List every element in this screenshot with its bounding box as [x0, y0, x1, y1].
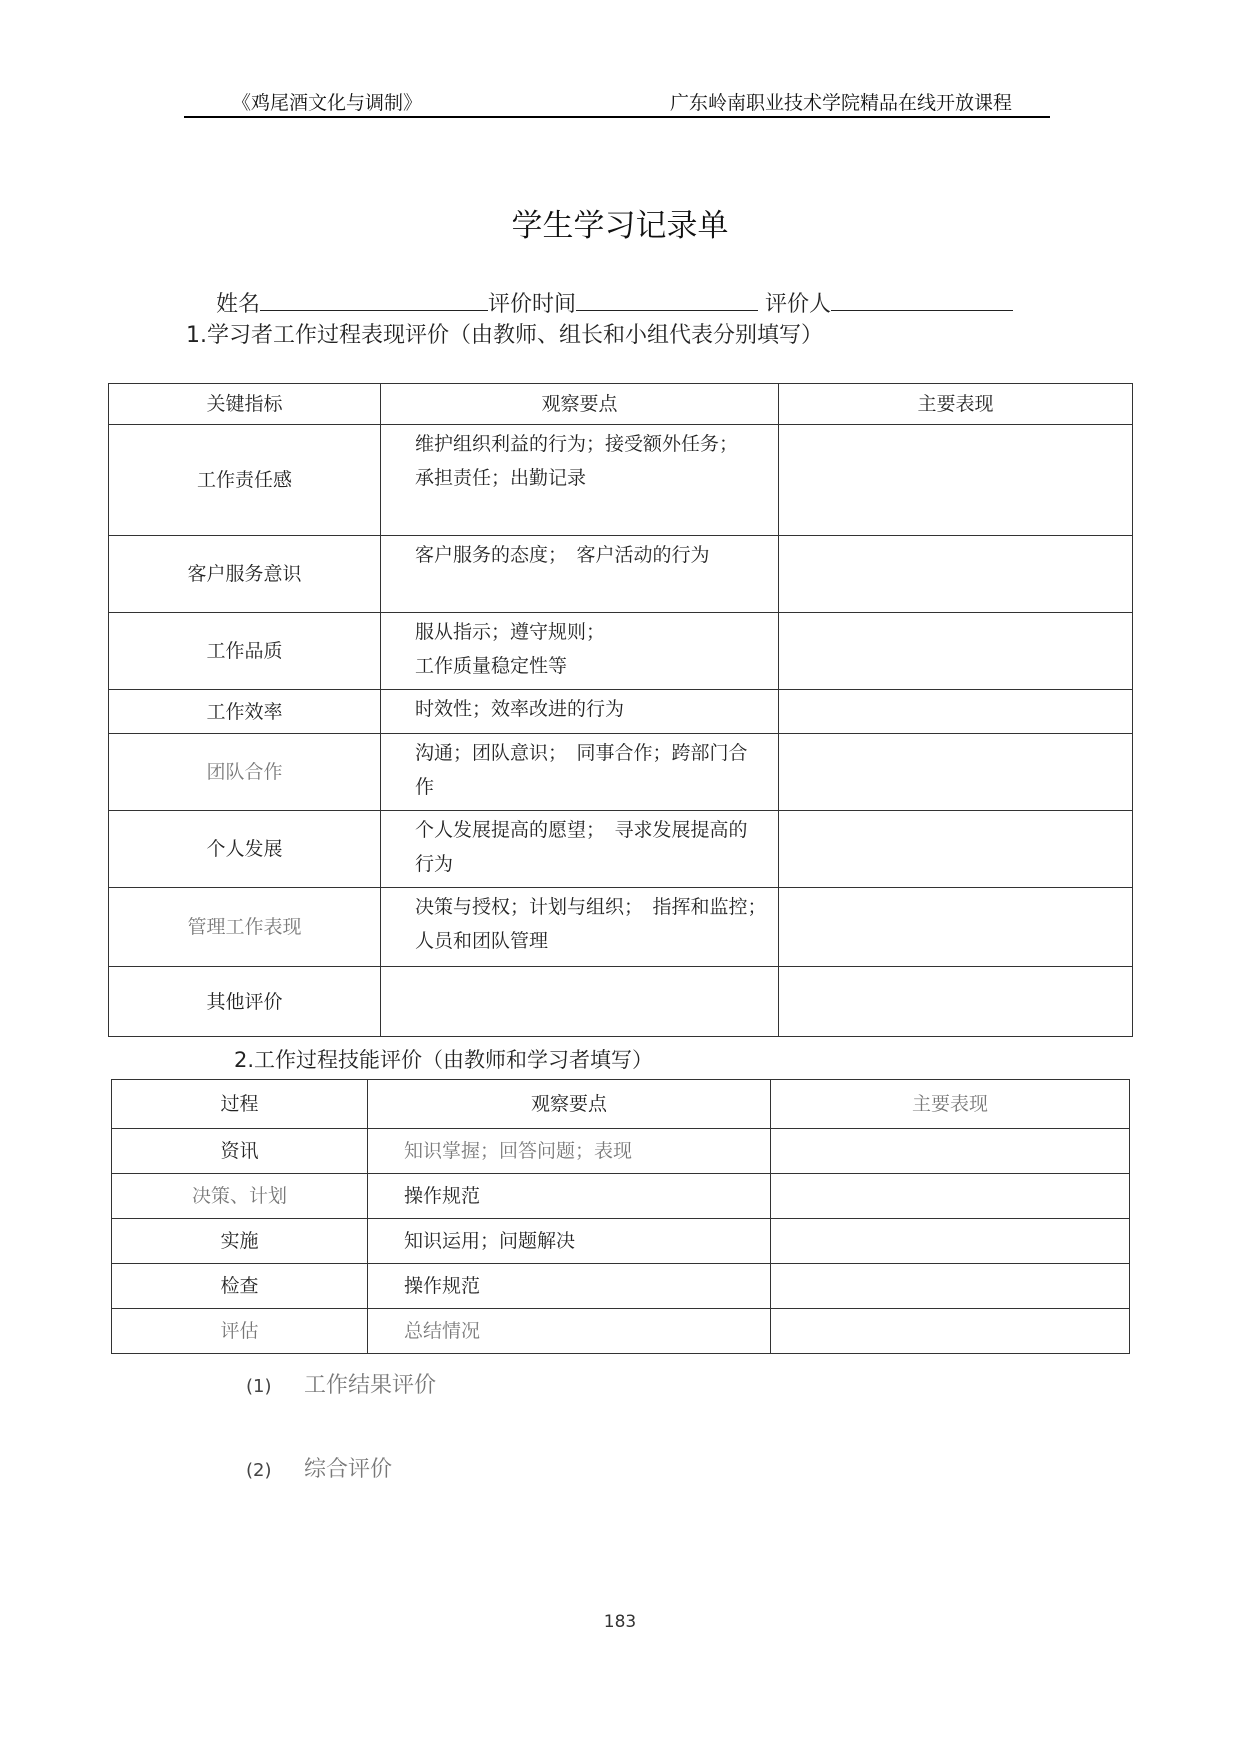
- key-indicator: 个人发展: [109, 811, 381, 888]
- evaluator-label: 评价人: [765, 292, 832, 317]
- sub-item-overall: [246, 1452, 392, 1483]
- obs-line: 客户服务的态度； 客户活动的行为: [415, 544, 710, 566]
- table-row: [109, 425, 1133, 536]
- performance-cell[interactable]: [779, 425, 1133, 536]
- time-label: 评价时间: [488, 292, 577, 317]
- obs-line: 服从指示；遵守规则；: [415, 621, 606, 643]
- observation-points: 知识掌握；回答问题；表现: [368, 1129, 771, 1174]
- performance-cell[interactable]: [779, 811, 1133, 888]
- table-row: [109, 811, 1133, 888]
- name-blank[interactable]: [260, 288, 488, 311]
- table-row: [109, 888, 1133, 967]
- key-indicator: 工作效率: [109, 690, 381, 734]
- process-performance-table: [108, 383, 1133, 1037]
- key-indicator: 客户服务意识: [109, 536, 381, 613]
- performance-cell[interactable]: [779, 613, 1133, 690]
- process-step: 决策、计划: [112, 1174, 368, 1219]
- obs-line: 行为: [415, 853, 454, 875]
- performance-cell[interactable]: [771, 1264, 1130, 1309]
- performance-cell[interactable]: [779, 536, 1133, 613]
- section1-title: 1.学习者工作过程表现评价（由教师、组长和小组代表分别填写）: [186, 323, 823, 348]
- performance-cell[interactable]: [771, 1129, 1130, 1174]
- table-row: [109, 613, 1133, 690]
- col-header-perf: 主要表现: [771, 1080, 1130, 1129]
- table-row: [112, 1129, 1130, 1174]
- info-fields: [216, 287, 1013, 318]
- sub-item-label: 综合评价: [304, 1457, 393, 1482]
- observation-points: 操作规范: [368, 1174, 771, 1219]
- process-skills-table: [111, 1079, 1130, 1354]
- obs-line: 决策与授权；计划与组织； 指挥和监控；: [415, 896, 767, 918]
- process-step: 资讯: [112, 1129, 368, 1174]
- institution-name: 广东岭南职业技术学院精品在线开放课程: [669, 92, 1012, 114]
- process-step: 实施: [112, 1219, 368, 1264]
- col-header-obs: 观察要点: [381, 384, 779, 425]
- observation-points: [381, 425, 779, 536]
- page-header: [184, 84, 1050, 118]
- table-row: [112, 1264, 1130, 1309]
- observation-points: [381, 536, 779, 613]
- key-indicator: 管理工作表现: [109, 888, 381, 967]
- performance-cell[interactable]: [779, 734, 1133, 811]
- evaluator-blank[interactable]: [831, 288, 1013, 311]
- process-step: 检查: [112, 1264, 368, 1309]
- course-title: 《鸡尾酒文化与调制》: [232, 92, 423, 114]
- obs-line: 作: [415, 776, 435, 798]
- sub-item-number: (1): [246, 1376, 272, 1397]
- observation-points: 知识运用；问题解决: [368, 1219, 771, 1264]
- col-header-key: 关键指标: [109, 384, 381, 425]
- table-row: [109, 967, 1133, 1037]
- obs-line: 维护组织利益的行为；接受额外任务；: [415, 433, 739, 455]
- time-blank[interactable]: [576, 288, 758, 311]
- sub-item-number: (2): [246, 1460, 272, 1481]
- table-row: [112, 1174, 1130, 1219]
- table-row: [109, 690, 1133, 734]
- performance-cell[interactable]: [771, 1309, 1130, 1354]
- sub-item-label: 工作结果评价: [304, 1373, 437, 1398]
- key-indicator: 其他评价: [109, 967, 381, 1037]
- table-header-row: [109, 384, 1133, 425]
- key-indicator: 工作品质: [109, 613, 381, 690]
- observation-points: 操作规范: [368, 1264, 771, 1309]
- observation-points: [381, 734, 779, 811]
- table-row: [112, 1219, 1130, 1264]
- obs-line: 承担责任；出勤记录: [415, 467, 587, 489]
- key-indicator: 团队合作: [109, 734, 381, 811]
- observation-points: 总结情况: [368, 1309, 771, 1354]
- performance-cell[interactable]: [771, 1174, 1130, 1219]
- table-header-row: [112, 1080, 1130, 1129]
- obs-line: 工作质量稳定性等: [415, 655, 568, 677]
- obs-line: 个人发展提高的愿望； 寻求发展提高的: [415, 819, 748, 841]
- table-row: [109, 536, 1133, 613]
- observation-points: [381, 888, 779, 967]
- obs-line: 人员和团队管理: [415, 930, 549, 952]
- performance-cell[interactable]: [771, 1219, 1130, 1264]
- table-row: [112, 1309, 1130, 1354]
- performance-cell[interactable]: [779, 888, 1133, 967]
- table-row: [109, 734, 1133, 811]
- sub-item-work-result: [246, 1368, 436, 1399]
- observation-points: [381, 613, 779, 690]
- obs-line: 时效性；效率改进的行为: [415, 698, 625, 720]
- col-header-obs: 观察要点: [368, 1080, 771, 1129]
- col-header-perf: 主要表现: [779, 384, 1133, 425]
- key-indicator: 工作责任感: [109, 425, 381, 536]
- col-header-process: 过程: [112, 1080, 368, 1129]
- observation-points: [381, 811, 779, 888]
- name-label: 姓名: [216, 292, 261, 317]
- obs-line: 沟通；团队意识； 同事合作；跨部门合: [415, 742, 748, 764]
- performance-cell[interactable]: [779, 967, 1133, 1037]
- process-step: 评估: [112, 1309, 368, 1354]
- performance-cell[interactable]: [779, 690, 1133, 734]
- observation-points: [381, 690, 779, 734]
- section2-title: 2.工作过程技能评价（由教师和学习者填写）: [234, 1048, 654, 1072]
- observation-points[interactable]: [381, 967, 779, 1037]
- page-number: 183: [603, 1612, 637, 1632]
- document-title: 学生学习记录单: [511, 208, 729, 244]
